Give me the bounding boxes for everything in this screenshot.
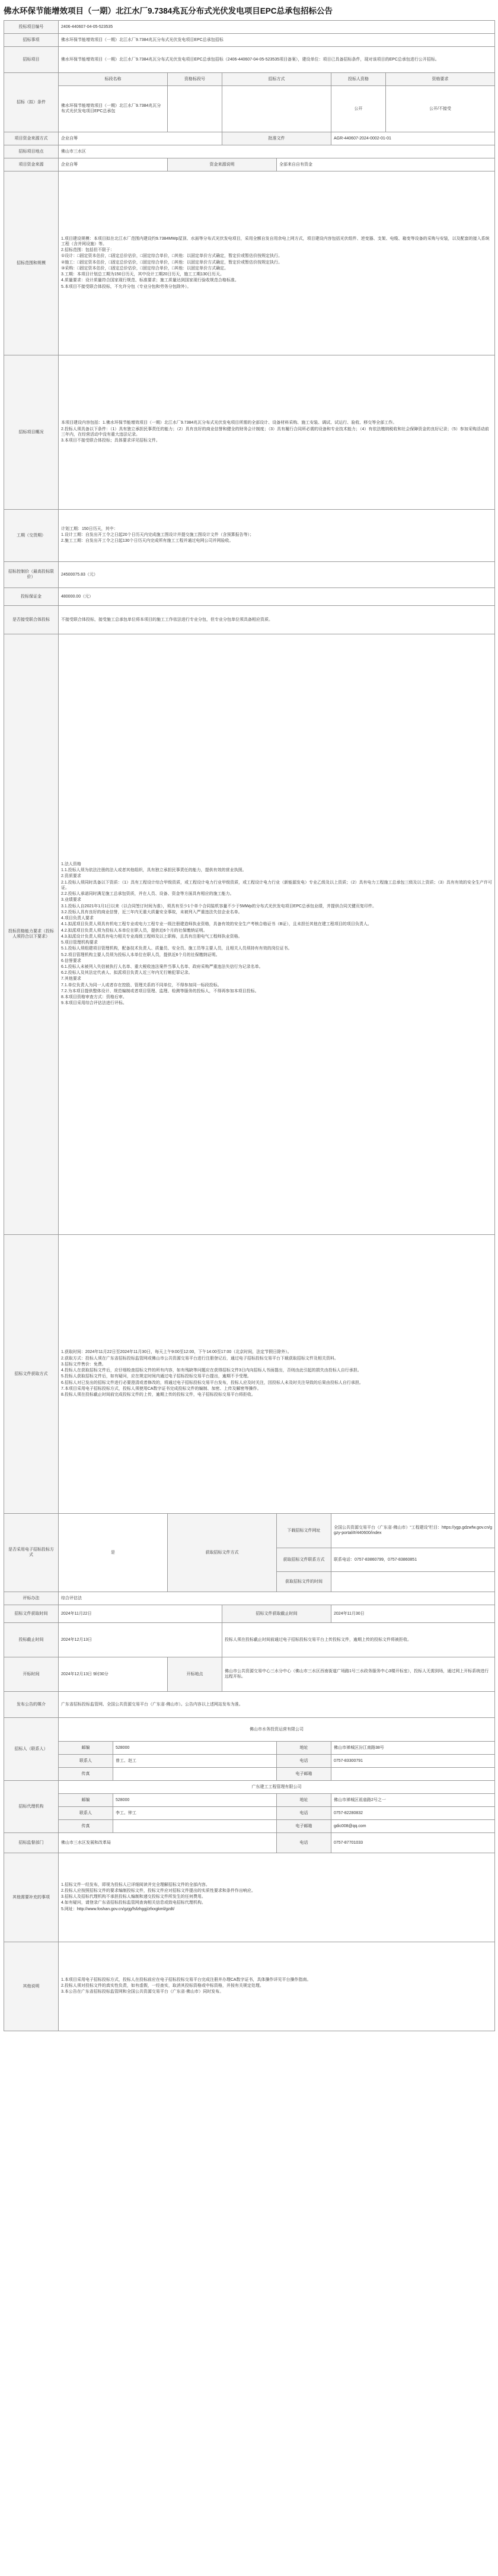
project-code-label: 投标项目编号 (4, 20, 59, 33)
docs-label: 招标文件获取方式 (4, 1234, 59, 1513)
funding-desc-label: 资金来源说明 (168, 158, 277, 171)
open-place-label: 开标地点 (168, 1657, 222, 1691)
scope-para: ③采购：□固定资本估价，□固定总价估价，□固定综合单价，□其他：以固定单价方式确定。 (61, 266, 229, 271)
docs-para: 5.投标人获取招标文件后，如有疑问，应在规定时间内通过电子招标投标交易平台提出，逾期不予受理。 (61, 1374, 251, 1379)
consortium-label: 是否接受联合体投标 (4, 605, 59, 634)
qualification-para: 8.本项目资格审查方式：资格后审。 (61, 995, 127, 1000)
other-para: 3.招标人及招标代理机构不承担投标人编制和递交投标文件所发生的任何费用。 (61, 1895, 206, 1900)
deadline-value: 2024年12月13日 (59, 1622, 222, 1657)
docs-para: 6.招标人对已发出的招标文件进行必要澄清或者修改的，将通过电子招标投标交易平台发布，投标人应及时关注，因投标人未及时关注导致的后果由投标人自行承担。 (61, 1380, 363, 1385)
qualification-para: 3.2.投标人具有良好的商业信誉，近三年内无重大质量安全事故，未被列入严重违法失信企业名单。 (61, 910, 242, 914)
qualification-para: 6.2.投标人及其法定代表人、拟派项目负责人近三年内无行贿犯罪记录。 (61, 971, 193, 976)
qualification-para: 2.1.投标人须同时具备以下资质：（1）具有工程设计综合甲级资质，或工程设计电力行业甲级资质，或工程设计电力行业（新能源发电）专业乙级及以上资质；（2）具有电力工程施工总承包三级及以上资质；（3）具有有效的安全生产许可证。 (61, 880, 492, 890)
qualification-para: 3.1.投标人自2021年1月1日以来（以合同签订时间为准），须具有至少1个单个合同装机容量不少于5MWp的分布式光伏发电项目EPC总承包业绩，并提供合同关键页复印件。 (61, 904, 377, 909)
budget-label: 招标控制价（最高投标限价） (4, 561, 59, 587)
condition-label: 招标项目概况 (4, 355, 59, 509)
eval-method-value: 综合评估法 (59, 1592, 495, 1605)
eval-method-label: 评标办法 (4, 1592, 59, 1605)
docs-para: 1.获取时间：2024年11月22日至2024年11月30日，每天上午9:00至12:00，下午14:00至17:00（北京时间，法定节假日除外）。 (61, 1350, 292, 1355)
supervisor-phone-label: 电话 (277, 1832, 331, 1853)
open-place-value: 佛山市公共资源交易中心三水分中心（佛山市三水区西南街道广场路1号三水政务服务中心3楼开标室），投标人无需到场，通过网上开标系统进行远程开标。 (222, 1657, 495, 1691)
tender-label: 招标事项 (4, 33, 59, 46)
notice-value: 广东省招标投标监管网、全国公共资源交易平台（广东省·佛山市）。公告内容以上述网站发布为准。 (59, 1691, 495, 1717)
qualification-para: 6.信誉要求 (61, 958, 81, 963)
tenderer-fax-label: 传真 (59, 1767, 113, 1780)
get-time-label: 招标文件获取时间 (4, 1605, 59, 1622)
scope-para: 1.项目建设规模：本项目拟在北江水厂范围内建设约9.7384MWp屋顶、水面等分布式光伏发电项目，采用全额自发自用余电上网方式，项目建设内容包括光伏组件、逆变器、支架、电缆、箱变等设备的采购与安装，以及配套的接入系统工程（含并网设施）等。 (61, 236, 490, 246)
funding-desc-value: 全部来自自有资金 (277, 158, 495, 171)
footer-para: 2.投标人须对投标文件的真实性负责，如有虚假，一经查实，取消其投标资格或中标资格，并按有关规定处理。 (61, 1984, 264, 1989)
location-label: 招标项目地点 (4, 145, 59, 158)
funding-type: 企业自筹 (59, 158, 168, 171)
qualification-para: 7.1.单位负责人为同一人或者存在控股、管理关系的不同单位，不得参加同一标段投标。 (61, 983, 222, 987)
other-para: 2.投标人应按照招标文件的要求编制投标文件，投标文件应对招标文件提出的实质性要求和条件作出响应。 (61, 1888, 256, 1893)
qualification-para: 4.项目负责人要求 (61, 916, 94, 921)
tenderer-address-label: 地址 (277, 1741, 331, 1754)
schedule-line: 1.设计工期：自发出开工令之日起20个日历天内完成施工图设计并提交施工图设计文件（含预算报告等）； (61, 533, 254, 538)
qualification-para: 4.2.拟派项目负责人须为投标人本单位在职人员，提供近6个月的社保缴纳证明。 (61, 928, 208, 933)
tenderer-email-label: 电子邮箱 (277, 1767, 331, 1780)
qualification-para: 2.2.投标人承诺同时满足施工总承包资质，并在人员、设备、资金等方面具有相应的施工能力。 (61, 892, 234, 897)
agency-address-label: 地址 (277, 1793, 331, 1806)
open-time-label: 开标时间 (4, 1657, 59, 1691)
location-value: 佛山市三水区 (59, 145, 495, 158)
agency-fax-label: 传真 (59, 1819, 113, 1832)
agency-label: 招标代理机构 (4, 1780, 59, 1832)
tenderer-fax (113, 1767, 277, 1780)
tenderer-name: 佛山市水务投资运营有限公司 (59, 1717, 495, 1741)
tenderer-phone: 0757-83300791 (331, 1754, 495, 1767)
qualification-label: 投标资格能力要求（投标人须符合以下要求） (4, 634, 59, 1234)
qualification-para: 4.1.拟派项目负责人须具有机电工程专业或电力工程专业一级注册建造师执业资格，具备有效的安全生产考核合格证书（B证），且未担任其他在建工程项目的项目负责人。 (61, 922, 372, 927)
docs-para: 7.本项目采用电子招标投标方式，投标人须使用CA数字证书完成投标文件的编制、加密、上传及解密等操作。 (61, 1386, 261, 1391)
budget-value: 24500075.83（元） (59, 561, 495, 587)
open-time-value: 2024年12月13日 9时30分 (59, 1657, 168, 1691)
docs-contact-value: 联系电话：0757-83860799，0757-83860851 (331, 1548, 495, 1571)
schedule-label: 工期（交货期） (4, 509, 59, 561)
agency-email[interactable]: gdic008@qq.com (331, 1819, 495, 1832)
consortium-value: 不接受联合体投标，接受施工总承包单位将本项目的施工工作依法进行专业分包，但专业分包单位须具备相应资质。 (59, 605, 495, 634)
qualification-para: 5.2.项目管理机构主要人员须为投标人本单位在职人员，提供近6个月的社保缴纳证明。 (61, 952, 220, 957)
agency-postcode-label: 邮编 (59, 1793, 113, 1806)
condition-para: 2.投标人须具备以下条件：（1）具有独立承担民事责任的能力；（2）具有良好的商业信誉和健全的财务会计制度；（3）具有履行合同所必需的设备和专业技术能力；（4）有依法缴纳税收和社会保障资金的良好记录；（5）参加采购活动前三年内，在经营活动中没有重大违法记录。 (61, 427, 489, 437)
schedule-line: 2.施工工期：自发出开工令之日起130个日历天内完成所有施工工程并通过电网公司并网验收。 (61, 539, 234, 544)
docs-time-label: 获取招标文件的时间 (277, 1571, 331, 1592)
get-time-value: 2024年11月22日 (59, 1605, 222, 1622)
qualification-para: 3.业绩要求 (61, 898, 81, 903)
other-label: 其他需要补充的事项 (4, 1853, 59, 1942)
tenderer-postcode-label: 邮编 (59, 1741, 113, 1754)
supervisor-label: 招标监督部门 (4, 1832, 59, 1853)
page-title: 佛水环保节能增效项目（一期）北江水厂9.7384兆瓦分布式光伏发电项目EPC总承包招标公告 (4, 7, 333, 15)
condition-content (59, 355, 495, 509)
qualification-content (59, 634, 495, 1234)
condition-para: 本项目建设内容包括：1.佛水环保节能增效项目（一期）北江水厂9.7384兆瓦分布式光伏发电项目所需的全部设计、设备材料采购、施工安装、调试、试运行、验收、移交等全部工作。 (61, 421, 397, 425)
other-link[interactable]: 5.网址：http://www.foshan.gov.cn/gzjg/fsfzhggj/zfxxgkml/gzdt/ (61, 1907, 175, 1911)
scope-para: 5.本项目不接受联合体投标，不允许分包（专业分包和劳务分包除外）。 (61, 284, 191, 289)
electronic-method-label: 获取招标文件方式 (168, 1513, 277, 1592)
deposit-value: 480000.00（元） (59, 587, 495, 605)
footer-content (59, 1942, 495, 2031)
qualification-para: 9.本项目采用综合评估法进行评标。 (61, 1001, 127, 1006)
section-cell-name: 佛水环保节能增效项目（一期）北江水厂9.7384兆瓦分布式光伏发电项目EPC总承包 (59, 85, 168, 132)
docs-time-value (331, 1571, 495, 1592)
scope-content (59, 171, 495, 355)
supervisor-phone: 0757-87701033 (331, 1832, 495, 1853)
section-cell-qualification: 公开 (331, 85, 386, 132)
agency-fax (113, 1819, 277, 1832)
tenderer-email (331, 1767, 495, 1780)
agency-contact-label: 联系人 (59, 1806, 113, 1819)
section-cell-method (222, 85, 331, 132)
scope-para: 3.工期：本项目计划总工期为150日历天，其中设计工期20日历天，施工工期130日历天。 (61, 272, 224, 277)
approval-label: 批准文件 (222, 132, 331, 145)
project-label: 招标项目 (4, 46, 59, 72)
download-url-label: 下载招标文件网址 (277, 1513, 331, 1548)
agency-phone-label: 电话 (277, 1806, 331, 1819)
deadline-label: 投标截止时间 (4, 1622, 59, 1657)
deadline-desc: 投标人须在投标截止时间前通过电子招标投标交易平台上传投标文件，逾期上传的投标文件将被拒收。 (222, 1622, 495, 1657)
tenderer-label: 招标人（联系人） (4, 1717, 59, 1780)
electronic-value: 是 (59, 1513, 168, 1592)
scope-para: 4.质量要求：设计质量符合国家现行规范、标准要求；施工质量达到国家现行验收规范合格标准。 (61, 278, 239, 283)
tenderer-postcode: 528000 (113, 1741, 277, 1754)
other-para: 1.招标文件一经发布，即视为投标人已详细阅读并完全理解招标文件的全部内容。 (61, 1882, 210, 1887)
other-content (59, 1853, 495, 1942)
section-label: 招标（拟）条件 (4, 72, 59, 132)
tenderer-contact-label: 联系人 (59, 1754, 113, 1767)
qualification-para: 7.2.为本项目提供整体设计、规范编制或者项目管理、监理、检测等服务的投标人，不得再参加本项目投标。 (61, 989, 259, 993)
agency-email-label: 电子邮箱 (277, 1819, 331, 1832)
tenderer-phone-label: 电话 (277, 1754, 331, 1767)
qualification-para: 7.其他要求 (61, 977, 81, 982)
supervisor-name: 佛山市三水区发展和改革局 (59, 1832, 277, 1853)
section-header-method: 招标方式 (222, 72, 331, 85)
tenderer-address: 佛山市禅城区汾江南路38号 (331, 1741, 495, 1754)
get-deadline-value: 2024年11月30日 (331, 1605, 495, 1622)
project-value: 佛水环保节能增效项目（一期）北江水厂9.7384兆瓦分布式光伏发电项目EPC总承包招标（2406-440607-04-05-523535项目备案），建设单位：项目已具备招标条件，现对该项目的EPC总承包进行公开招标。 (59, 46, 495, 72)
project-code-value: 2406-440607-04-05-523535 (59, 20, 495, 33)
agency-contact: 李工、钟工 (113, 1806, 277, 1819)
section-header-requirement: 资格要求 (386, 72, 495, 85)
docs-contact-label: 获取招标文件联系方式 (277, 1548, 331, 1571)
qualification-para: 5.项目管理机构要求 (61, 941, 98, 945)
funding-label: 项目资金来源 (4, 158, 59, 171)
qualification-para: 1.法人资格 (61, 862, 81, 866)
docs-para: 2.获取方式：投标人须在广东省招标投标监管网或佛山市公共资源交易平台进行注册登记后，通过电子招标投标交易平台下载获取招标文件及相关资料。 (61, 1356, 339, 1361)
section-cell-requirement: 公开/不接受 (386, 85, 495, 132)
scope-para: ①设计：□固定资本估价，□固定总价估价，□固定综合单价，□其他：以固定单价方式确定，暂定价或暂估价按规定执行。 (61, 254, 283, 259)
scope-para: 2.招标范围：包括但不限于： (61, 248, 114, 253)
download-url-value[interactable]: 全国公共资源交易平台（广东省·佛山市）“工程建设”栏目：https://ygp.gdzwfw.gov.cn/ggzy-portal/#/440600/index (331, 1513, 495, 1548)
get-deadline-label: 招标文件获取截止时间 (222, 1605, 331, 1622)
qualification-para: 5.1.投标人须组建项目管理机构，配备技术负责人、质量员、安全员、施工员等主要人员，且相关人员须持有有效的岗位证书。 (61, 946, 292, 951)
tender-value: 佛水环保节能增效项目（一期）北江水厂9.7384兆瓦分布式光伏发电项目EPC总承包招标 (59, 33, 495, 46)
source-label: 项目资金来源方式 (4, 132, 59, 145)
notice-table (4, 20, 495, 2031)
agency-name: 广东建工工程管理有限公司 (59, 1780, 495, 1793)
qualification-para: 1.1.投标人须为依法注册的法人或者其他组织，具有独立承担民事责任的能力，提供有效的营业执照。 (61, 868, 247, 873)
agency-postcode: 528000 (113, 1793, 277, 1806)
docs-para: 4.投标人在获取招标文件后，应仔细检查招标文件的所有内容，如有残缺等问题应在获得招标文件3日内向招标人书面提出，否则由此引起的损失由投标人自行承担。 (61, 1368, 362, 1373)
source-value: 企业自筹 (59, 132, 222, 145)
agency-phone: 0757-82280832 (331, 1806, 495, 1819)
section-header-number: 资格标段号 (168, 72, 222, 85)
notice-label: 发布公告的媒介 (4, 1691, 59, 1717)
section-cell-number (168, 85, 222, 132)
deposit-label: 投标保证金 (4, 587, 59, 605)
footer-label: 其他说明 (4, 1942, 59, 2031)
condition-para: 3.本项目不接受联合体投标；具体要求详见招标文件。 (61, 439, 160, 443)
schedule-content (59, 509, 495, 561)
qualification-para: 2.资质要求 (61, 874, 81, 879)
schedule-line: 计划工期：150日历天，其中： (61, 526, 118, 531)
agency-address: 佛山市禅城区祖庙路2号之一 (331, 1793, 495, 1806)
section-header-qualification: 投标人资格 (331, 72, 386, 85)
electronic-label: 是否采用电子招标投标方式 (4, 1513, 59, 1592)
scope-para: ②施工：□固定资本估价，□固定总价估价，□固定综合单价，□其他：以固定单价方式确定，暂定价或暂估价按规定执行。 (61, 260, 283, 265)
qualification-para: 4.3.拟派设计负责人须具有电力相关专业高级工程师及以上职称，且具有注册电气工程师执业资格。 (61, 934, 242, 939)
footer-para: 3.本公告在广东省招标投标监管网和全国公共资源交易平台（广东省·佛山市）同时发布。 (61, 1990, 224, 1994)
scope-label: 招标范围和规模 (4, 171, 59, 355)
docs-content (59, 1234, 495, 1513)
footer-para: 1.本项目采用电子招标投标方式，投标人在投标前应在电子招标投标交易平台完成注册并办理CA数字证书，具体操作详见平台操作指南。 (61, 1977, 311, 1982)
docs-para: 8.投标人须在投标截止时间前完成投标文件的上传，逾期上传的投标文件，电子招标投标交易平台将拒收。 (61, 1393, 256, 1397)
tenderer-contact: 曾工、赵工 (113, 1754, 277, 1767)
approval-value: AGR-440607-2024-0002-01-01 (331, 132, 495, 145)
other-para: 4.如有疑问，请登录广东省招标投标监管网查询相关信息或致电招标代理机构。 (61, 1901, 206, 1905)
docs-para: 3.招标文件售价：免费。 (61, 1362, 106, 1367)
qualification-para: 6.1.投标人未被列入失信被执行人名单、重大税收违法案件当事人名单、政府采购严重违法失信行为记录名单。 (61, 964, 263, 969)
section-header-name: 标段名称 (59, 72, 168, 85)
